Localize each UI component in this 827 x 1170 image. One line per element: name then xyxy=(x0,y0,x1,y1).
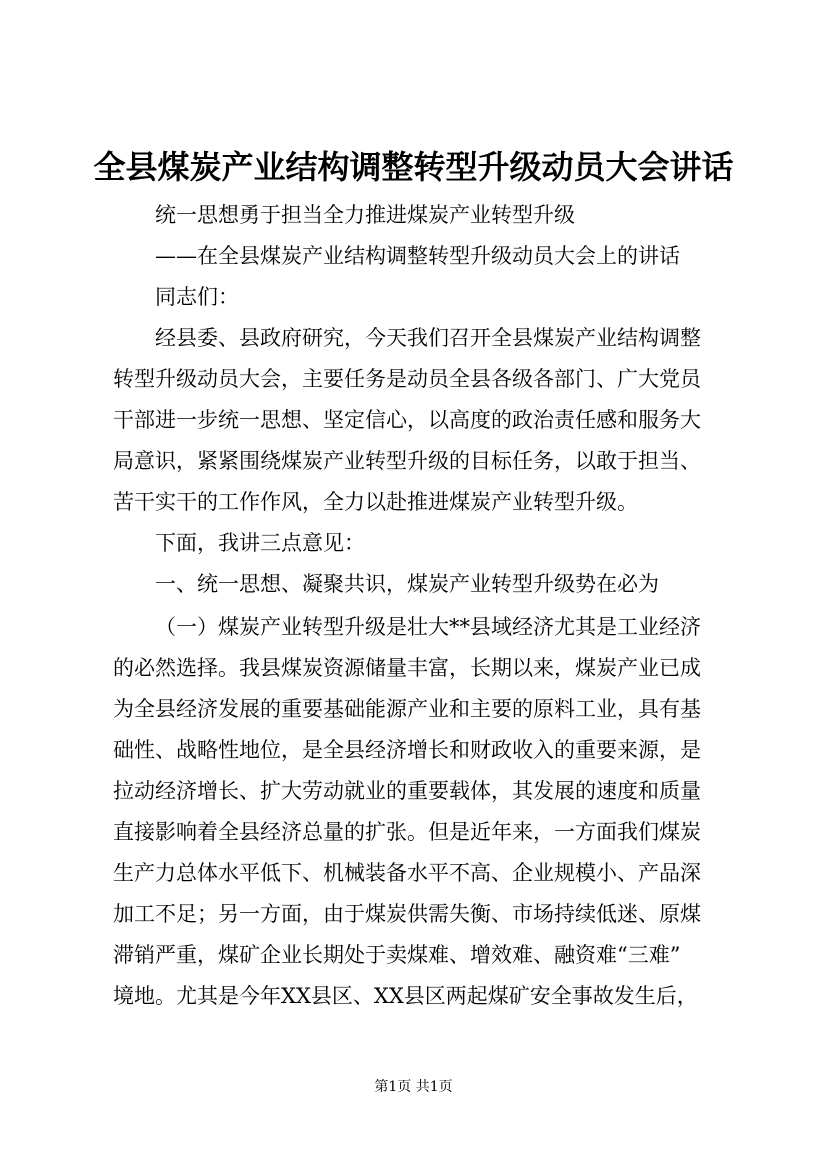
body-line: 加工不足；另一方面，由于煤炭供需失衡、市场持续低迷、原煤 xyxy=(113,902,701,926)
body-line: 境地。尤其是今年XX县区、XX县区两起煤矿安全事故发生后， xyxy=(113,984,698,1008)
body-line: 础性、战略性地位，是全县经济增长和财政收入的重要来源，是 xyxy=(113,738,701,762)
body-line: 下面，我讲三点意见： xyxy=(155,531,365,555)
body-line: 拉动经济增长、扩大劳动就业的重要载体，其发展的速度和质量 xyxy=(113,779,701,803)
body-line: 生产力总体水平低下、机械装备水平不高、企业规模小、产品深 xyxy=(113,861,701,885)
body-line: 苦干实干的工作作风，全力以赴推进煤炭产业转型升级。 xyxy=(113,490,638,514)
body-line: 经县委、县政府研究，今天我们召开全县煤炭产业结构调整 xyxy=(155,326,701,350)
body-line: 局意识，紧紧围绕煤炭产业转型升级的目标任务，以敢于担当、 xyxy=(113,449,701,473)
salutation: 同志们： xyxy=(155,285,239,309)
body-line: 干部进一步统一思想、坚定信心，以高度的政治责任感和服务大 xyxy=(113,408,701,432)
document-title: 全县煤炭产业结构调整转型升级动员大会讲话 xyxy=(93,148,734,186)
speech-title: 统一思想勇于担当全力推进煤炭产业转型升级 xyxy=(155,203,575,227)
body-line: 滞销严重，煤矿企业长期处于卖煤难、增效难、融资难“三难” xyxy=(113,943,681,967)
speech-subtitle: ——在全县煤炭产业结构调整转型升级动员大会上的讲话 xyxy=(155,244,680,268)
body-line: 转型升级动员大会，主要任务是动员全县各级各部门、广大党员 xyxy=(113,367,701,391)
page-footer: 第1页 共1页 xyxy=(374,1079,453,1095)
body-line: 的必然选择。我县煤炭资源储量丰富，长期以来，煤炭产业已成 xyxy=(113,656,701,680)
body-line: 直接影响着全县经济总量的扩张。但是近年来，一方面我们煤炭 xyxy=(113,820,701,844)
body-line: 为全县经济发展的重要基础能源产业和主要的原料工业，具有基 xyxy=(113,697,701,721)
body-line: （一）煤炭产业转型升级是壮大**县域经济尤其是工业经济 xyxy=(155,615,701,639)
section-heading: 一、统一思想、凝聚共识，煤炭产业转型升级势在必为 xyxy=(155,572,659,596)
